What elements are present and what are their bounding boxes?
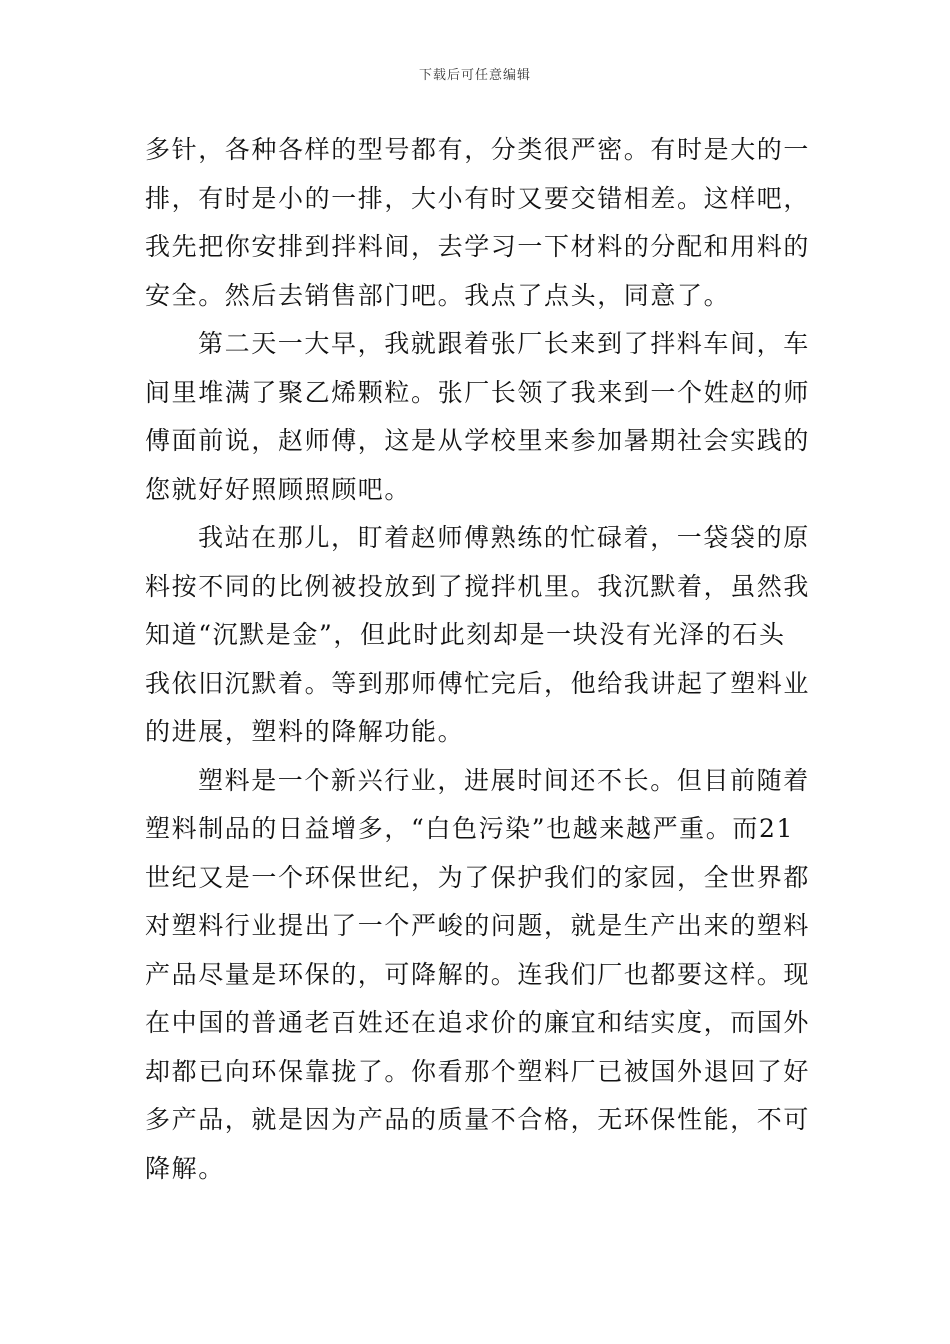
text-line: 的进展，塑料的降解功能。 bbox=[145, 717, 465, 746]
text-line: 料按不同的比例被投放到了搅拌机里。我沉默着，虽然我 bbox=[145, 571, 811, 601]
text-line: 在中国的普通老百姓还在追求价的廉宜和结实度，而国外 bbox=[145, 1008, 811, 1037]
text-line: 傅面前说，赵师傅，这是从学校里来参加暑期社会实践的 bbox=[145, 426, 811, 455]
text-line: 排，有时是小的一排，大小有时又要交错相差。这样吧， bbox=[145, 183, 811, 213]
paragraph-first-line: 我站在那儿，盯着赵师傅熟练的忙碌着，一袋袋的原 bbox=[198, 523, 810, 552]
text-line: 世纪又是一个环保世纪，为了保护我们的家园，全世界都 bbox=[145, 862, 811, 892]
text-line: 多针，各种各样的型号都有，分类很严密。有时是大的一 bbox=[145, 135, 811, 164]
paragraph-first-line: 第二天一大早，我就跟着张厂长来到了拌料车间，车 bbox=[198, 329, 810, 358]
text-line: 对塑料行业提出了一个严峻的问题，就是生产出来的塑料 bbox=[145, 911, 811, 940]
text-line: 多产品，就是因为产品的质量不合格，无环保性能，不可 bbox=[145, 1105, 811, 1134]
text-line: 产品尽量是环保的，可降解的。连我们厂也都要这样。现 bbox=[145, 959, 811, 989]
paragraph-first-line: 塑料是一个新兴行业，进展时间还不长。但目前随着 bbox=[198, 765, 810, 795]
text-line: 知道“沉默是金”，但此时此刻却是一块没有光泽的石头 bbox=[145, 620, 786, 649]
text-line: 间里堆满了聚乙烯颗粒。张厂长领了我来到一个姓赵的师 bbox=[145, 377, 811, 407]
text-line: 降解。 bbox=[145, 1153, 225, 1183]
page-header: 下载后可任意编辑 bbox=[418, 68, 531, 83]
document-body bbox=[145, 126, 817, 1193]
text-line: 安全。然后去销售部门吧。我点了点头，同意了。 bbox=[145, 280, 731, 310]
text-line: 我先把你安排到拌料间，去学习一下材料的分配和用料的 bbox=[145, 232, 811, 261]
text-line: 您就好好照顾照顾吧。 bbox=[145, 474, 412, 504]
text-line: 塑料制品的日益增多，“白色污染”也越来越严重。而21 bbox=[145, 814, 794, 843]
text-line: 我依旧沉默着。等到那师傅忙完后，他给我讲起了塑料业 bbox=[145, 668, 811, 698]
text-line: 却都已向环保靠拢了。你看那个塑料厂已被国外退回了好 bbox=[145, 1056, 811, 1086]
